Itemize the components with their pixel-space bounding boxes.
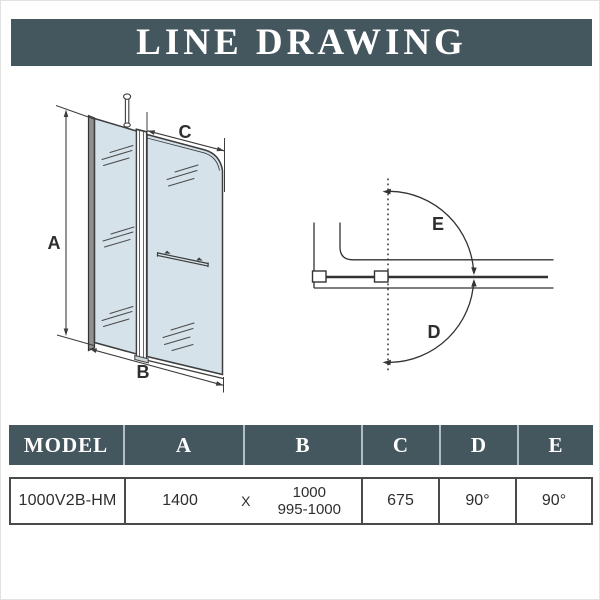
angle-d-label: D [427, 322, 441, 342]
multiply-sign: X [241, 493, 251, 509]
header-cell-c: C [361, 425, 439, 465]
dimensions-ab-cell [124, 479, 361, 523]
header-cell-d: D [439, 425, 517, 465]
technical-drawing [1, 1, 600, 421]
front-view-drawing [48, 94, 225, 393]
spec-table-row [9, 477, 593, 525]
top-knob [124, 94, 131, 127]
dimension-c-value: 675 [361, 479, 438, 523]
hinge-strip [135, 129, 148, 363]
wall-bracket-square [313, 271, 327, 282]
header-cell-e: E [517, 425, 593, 465]
b-adjustment-range: 995-1000 [277, 501, 341, 518]
dimension-a-label: A [47, 233, 61, 253]
header-cell-model: MODEL [23, 432, 109, 457]
wall-profile [89, 116, 95, 351]
spec-table-header [9, 425, 593, 465]
dimension-c-label: C [178, 122, 192, 142]
wall-curve-line [340, 223, 554, 260]
header-cell-b: B [243, 425, 361, 465]
page-title: LINE DRAWING [136, 22, 467, 63]
fixed-panel-glass [95, 119, 137, 355]
dimension-a-value: 1400 [162, 492, 198, 509]
top-view-drawing [313, 179, 554, 373]
b-nominal-value: 1000 [292, 484, 326, 501]
angle-e-label: E [431, 214, 445, 234]
dimension-b-label: B [136, 362, 150, 382]
angle-d-value: 90° [438, 479, 515, 523]
dimension-b-value [258, 484, 361, 518]
model-cell: 1000V2B-HM [18, 492, 117, 509]
header-cell-a: A [123, 425, 243, 465]
angle-e-value: 90° [515, 479, 591, 523]
swing-arc-e [383, 189, 477, 275]
hinge-square [375, 271, 389, 282]
